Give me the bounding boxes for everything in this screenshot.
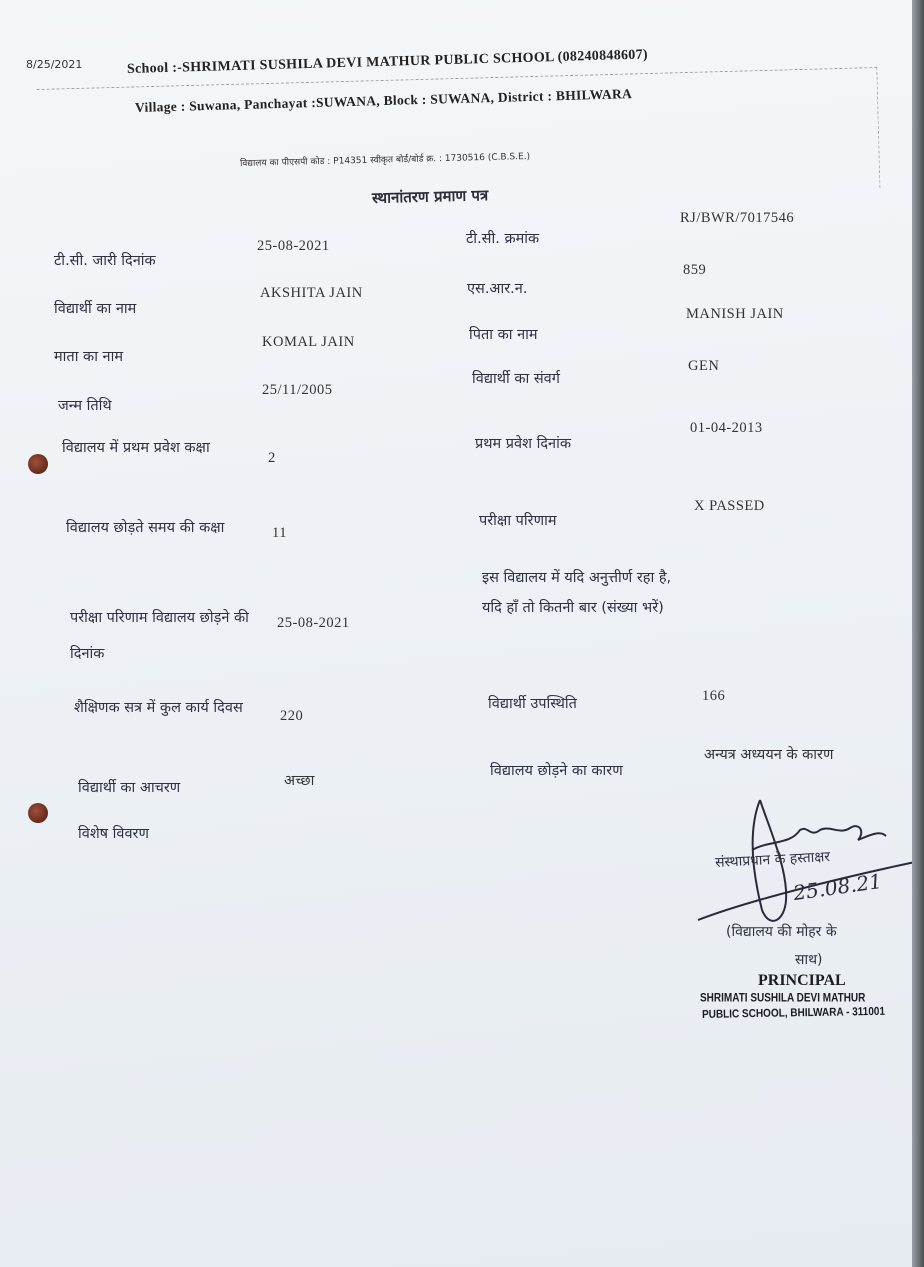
page-edge-shadow — [912, 0, 924, 1267]
print-date: 8/25/2021 — [26, 58, 83, 71]
first-admission-class-label: विद्यालय में प्रथम प्रवेश कक्षा — [62, 440, 210, 456]
category-value: GEN — [688, 358, 720, 374]
working-days-value: 220 — [280, 708, 304, 724]
leaving-class-label: विद्यालय छोड़ते समय की कक्षा — [66, 520, 225, 536]
result-leaving-date-label: परीक्षा परिणाम विद्यालय छोड़ने की दिनांक — [70, 610, 249, 662]
school-codes: विद्यालय का पीएसपी कोड : P14351 स्वीकृत बोर्ड/बोर्ड क्र. : 1730516 (C.B.S.E.) — [239, 151, 531, 169]
school-address: Village : Suwana, Panchayat :SUWANA, Block : SUWANA, District : BHILWARA — [134, 86, 633, 115]
result-leaving-date-value: 25-08-2021 — [277, 615, 350, 631]
principal-stamp-line1: SHRIMATI SUSHILA DEVI MATHUR — [700, 992, 866, 1005]
school-name: School :-SHRIMATI SUSHILA DEVI MATHUR PUBLIC SCHOOL (08240848607) — [126, 47, 649, 77]
failed-count-label: इस विद्यालय में यदि अनुत्तीर्ण रहा है, यदि हाँ तो कितनी बार (संख्या भरें) — [482, 570, 672, 616]
father-name-value: MANISH JAIN — [686, 306, 784, 322]
dob-label: जन्म तिथि — [58, 398, 112, 414]
tc-issue-date-label: टी.सी. जारी दिनांक — [54, 253, 156, 269]
first-admission-date-label: प्रथम प्रवेश दिनांक — [475, 436, 571, 452]
attendance-label: विद्यार्थी उपस्थिति — [488, 696, 577, 712]
exam-result-value: X PASSED — [694, 498, 765, 514]
leaving-class-value: 11 — [272, 525, 287, 541]
leaving-reason-value: अन्यत्र अध्ययन के कारण — [704, 747, 834, 763]
document-title: स्थानांतरण प्रमाण पत्र — [371, 186, 489, 207]
working-days-label: शैक्षिणक सत्र में कुल कार्य दिवस — [74, 700, 243, 716]
mother-name-value: KOMAL JAIN — [262, 334, 355, 350]
principal-stamp-title: PRINCIPAL — [758, 972, 846, 989]
student-name-label: विद्यार्थी का नाम — [54, 301, 137, 317]
attendance-value: 166 — [702, 688, 726, 704]
father-name-label: पिता का नाम — [469, 327, 538, 343]
leaving-reason-label: विद्यालय छोड़ने का कारण — [490, 763, 623, 779]
signature-date: 25.08.21 — [791, 868, 884, 906]
conduct-label: विद्यार्थी का आचरण — [78, 780, 181, 796]
signature-label: संस्थाप्रधान के हस्ताक्षर — [714, 848, 831, 871]
student-name-value: AKSHITA JAIN — [260, 285, 363, 301]
remarks-label: विशेष विवरण — [78, 826, 149, 842]
punch-hole-top — [28, 454, 48, 474]
punch-hole-bottom — [28, 803, 48, 823]
mother-name-label: माता का नाम — [54, 349, 124, 365]
conduct-value: अच्छा — [284, 773, 315, 789]
dob-value: 25/11/2005 — [262, 382, 333, 398]
seal-note-line1: (विद्यालय की मोहर के — [726, 924, 837, 940]
seal-note-line2: साथ) — [795, 952, 823, 968]
sr-number-value: 859 — [683, 262, 707, 278]
tc-issue-date-value: 25-08-2021 — [257, 238, 330, 254]
first-admission-date-value: 01-04-2013 — [690, 420, 763, 436]
sr-number-label: एस.आर.न. — [467, 281, 528, 297]
tc-number-value: RJ/BWR/7017546 — [680, 210, 795, 226]
principal-stamp-line2: PUBLIC SCHOOL, BHILWARA - 311001 — [701, 1005, 886, 1022]
exam-result-label: परीक्षा परिणाम — [479, 513, 557, 529]
first-admission-class-value: 2 — [268, 450, 276, 466]
category-label: विद्यार्थी का संवर्ग — [472, 371, 560, 387]
tc-number-label: टी.सी. क्रमांक — [466, 231, 540, 247]
